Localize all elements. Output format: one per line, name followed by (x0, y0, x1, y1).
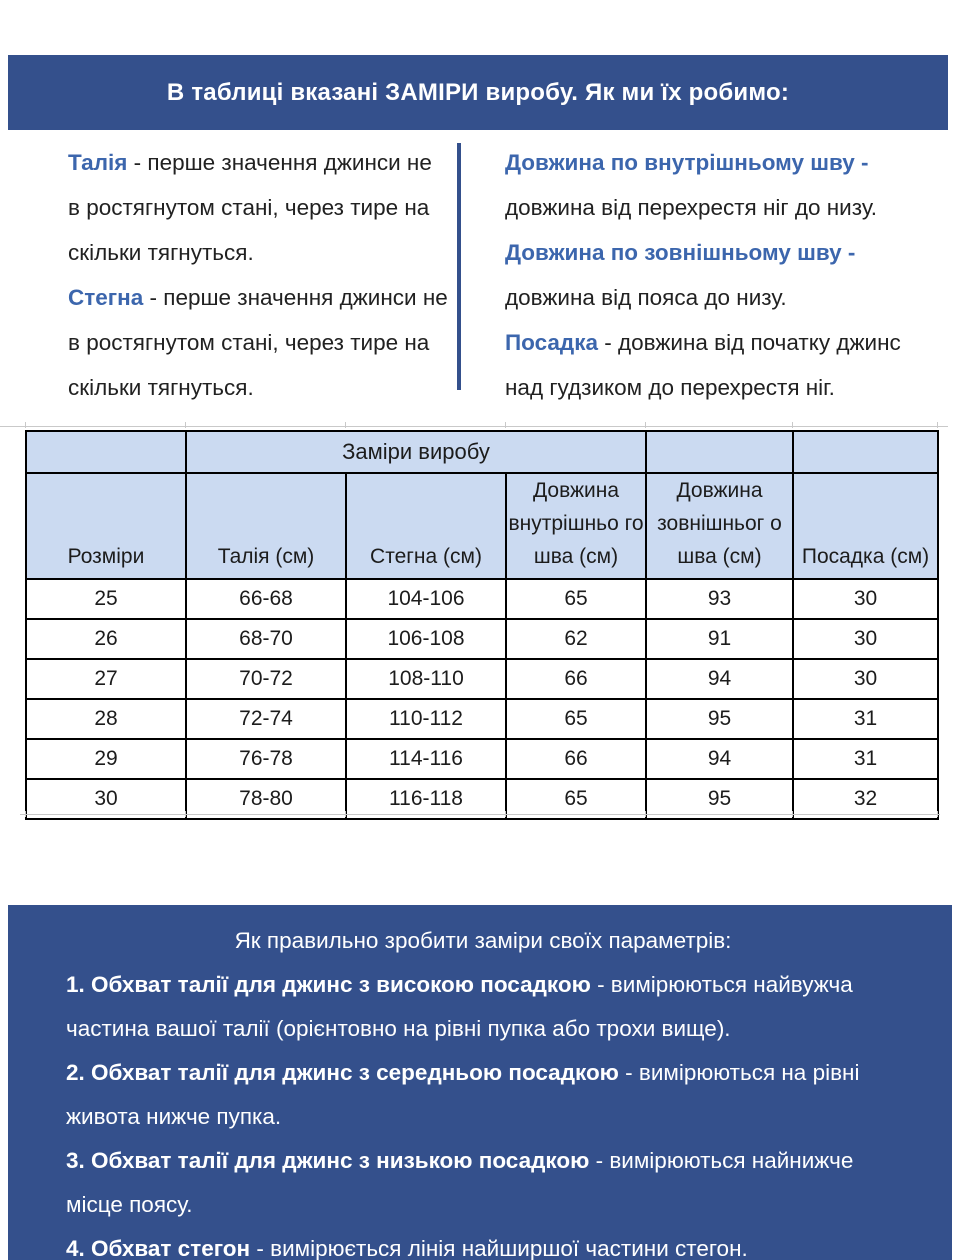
cell-waist: 76-78 (186, 739, 346, 779)
gridline-stub (185, 422, 186, 428)
definition-rise (505, 320, 939, 410)
gridline-stub (645, 811, 646, 817)
instruction-text: - вимірюються найвужча частина вашої талії (орієнтовно на рівні пупка або трохи вище). (66, 972, 853, 1041)
instruction-bold: 2. Обхват талії для джинс з середньою посадкою (66, 1060, 619, 1085)
cell-waist: 72-74 (186, 699, 346, 739)
cell-hips: 108-110 (346, 659, 506, 699)
cell-size: 26 (26, 619, 186, 659)
cell-outseam: 94 (646, 739, 793, 779)
gridline-stub (345, 811, 346, 817)
measure-instruction-3 (66, 1139, 900, 1227)
cell-inseam: 65 (506, 699, 646, 739)
cell-size: 29 (26, 739, 186, 779)
cell-size: 30 (26, 779, 186, 819)
definitions-left-column (68, 140, 450, 410)
gridline-artifact-top (0, 426, 948, 427)
cell-waist: 78-80 (186, 779, 346, 819)
cell-size: 25 (26, 579, 186, 619)
cell-inseam: 62 (506, 619, 646, 659)
table-row (26, 619, 938, 659)
gridline-stub (505, 422, 506, 428)
definition-term: Талія (68, 150, 128, 175)
definition-text: довжина від перехрестя ніг до низу. (505, 195, 878, 220)
cell-rise: 31 (793, 739, 938, 779)
cell-outseam: 94 (646, 659, 793, 699)
empty-header-cell (646, 431, 793, 473)
definition-hips (68, 275, 450, 410)
definition-term: Довжина по внутрішньому шву - (505, 150, 869, 175)
column-header-inseam: Довжина внутрішньо го шва (см) (506, 473, 646, 579)
definition-term: Посадка (505, 330, 598, 355)
table-row (26, 659, 938, 699)
instruction-bold: 1. Обхват талії для джинс з високою посадкою (66, 972, 591, 997)
gridline-stub (25, 811, 26, 817)
cell-outseam: 95 (646, 699, 793, 739)
instruction-text: - вимірюється лінія найширшої частини стегон. (256, 1236, 748, 1260)
definition-text: - довжина від початку джинс над гудзиком до перехрестя ніг. (505, 330, 901, 400)
instruction-bold: 3. Обхват талії для джинс з низькою посадкою (66, 1148, 590, 1173)
definitions-right-column (505, 140, 939, 410)
cell-rise: 30 (793, 619, 938, 659)
column-header-waist: Талія (см) (186, 473, 346, 579)
table-column-header-row (26, 473, 938, 579)
definition-term: Довжина по зовнішньому шву - (505, 240, 856, 265)
definition-inseam (505, 140, 939, 230)
cell-hips: 110-112 (346, 699, 506, 739)
column-header-sizes: Розміри (26, 473, 186, 579)
definition-text: довжина від пояса до низу. (505, 285, 787, 310)
cell-hips: 106-108 (346, 619, 506, 659)
definition-text: - перше значення джинси не в ростягнутом стані, через тире на скільки тягнуться. (68, 285, 448, 400)
bottom-banner-title: Як правильно зробити заміри своїх параметрів: (234, 928, 732, 953)
gridline-stub (645, 422, 646, 428)
column-divider (457, 143, 461, 390)
table-row (26, 699, 938, 739)
instruction-text: - вимірюються на рівні живота нижче пупка. (66, 1060, 860, 1129)
gridline-stub (792, 811, 793, 817)
table-row (26, 739, 938, 779)
measure-instruction-1 (66, 963, 900, 1051)
table-group-header-row (26, 431, 938, 473)
table-row (26, 579, 938, 619)
cell-hips: 104-106 (346, 579, 506, 619)
cell-rise: 30 (793, 659, 938, 699)
column-header-rise: Посадка (см) (793, 473, 938, 579)
cell-inseam: 65 (506, 779, 646, 819)
cell-size: 27 (26, 659, 186, 699)
column-header-outseam: Довжина зовнішньог о шва (см) (646, 473, 793, 579)
gridline-stub (345, 422, 346, 428)
gridline-stub (505, 811, 506, 817)
cell-waist: 70-72 (186, 659, 346, 699)
column-header-hips: Стегна (см) (346, 473, 506, 579)
definition-text: - перше значення джинси не в ростягнутом стані, через тире на скільки тягнуться. (68, 150, 432, 265)
definition-waist (68, 140, 450, 275)
gridline-stub (937, 422, 938, 428)
measure-instruction-4 (66, 1227, 900, 1260)
cell-rise: 31 (793, 699, 938, 739)
top-banner-title: В таблиці вказані ЗАМІРИ виробу. Як ми їх робимо: (166, 78, 790, 106)
size-table (25, 430, 939, 820)
group-header-cell: Заміри виробу (186, 431, 646, 473)
gridline-artifact-bottom (20, 814, 940, 815)
instruction-bold: 4. Обхват стегон (66, 1236, 251, 1260)
definition-outseam (505, 230, 939, 320)
cell-rise: 32 (793, 779, 938, 819)
top-banner (8, 55, 948, 130)
gridline-stub (185, 811, 186, 817)
cell-inseam: 65 (506, 579, 646, 619)
instruction-text: - вимірюються найнижче місце поясу. (66, 1148, 854, 1217)
cell-waist: 66-68 (186, 579, 346, 619)
cell-inseam: 66 (506, 659, 646, 699)
empty-header-cell (26, 431, 186, 473)
cell-outseam: 91 (646, 619, 793, 659)
table-row (26, 779, 938, 819)
gridline-stub (792, 422, 793, 428)
cell-outseam: 95 (646, 779, 793, 819)
measure-instruction-2 (66, 1051, 900, 1139)
gridline-stub (25, 422, 26, 428)
cell-rise: 30 (793, 579, 938, 619)
empty-header-cell (793, 431, 938, 473)
cell-hips: 114-116 (346, 739, 506, 779)
cell-waist: 68-70 (186, 619, 346, 659)
cell-inseam: 66 (506, 739, 646, 779)
gridline-stub (937, 811, 938, 817)
cell-size: 28 (26, 699, 186, 739)
cell-hips: 116-118 (346, 779, 506, 819)
bottom-banner (8, 905, 952, 1260)
cell-outseam: 93 (646, 579, 793, 619)
definition-term: Стегна (68, 285, 144, 310)
